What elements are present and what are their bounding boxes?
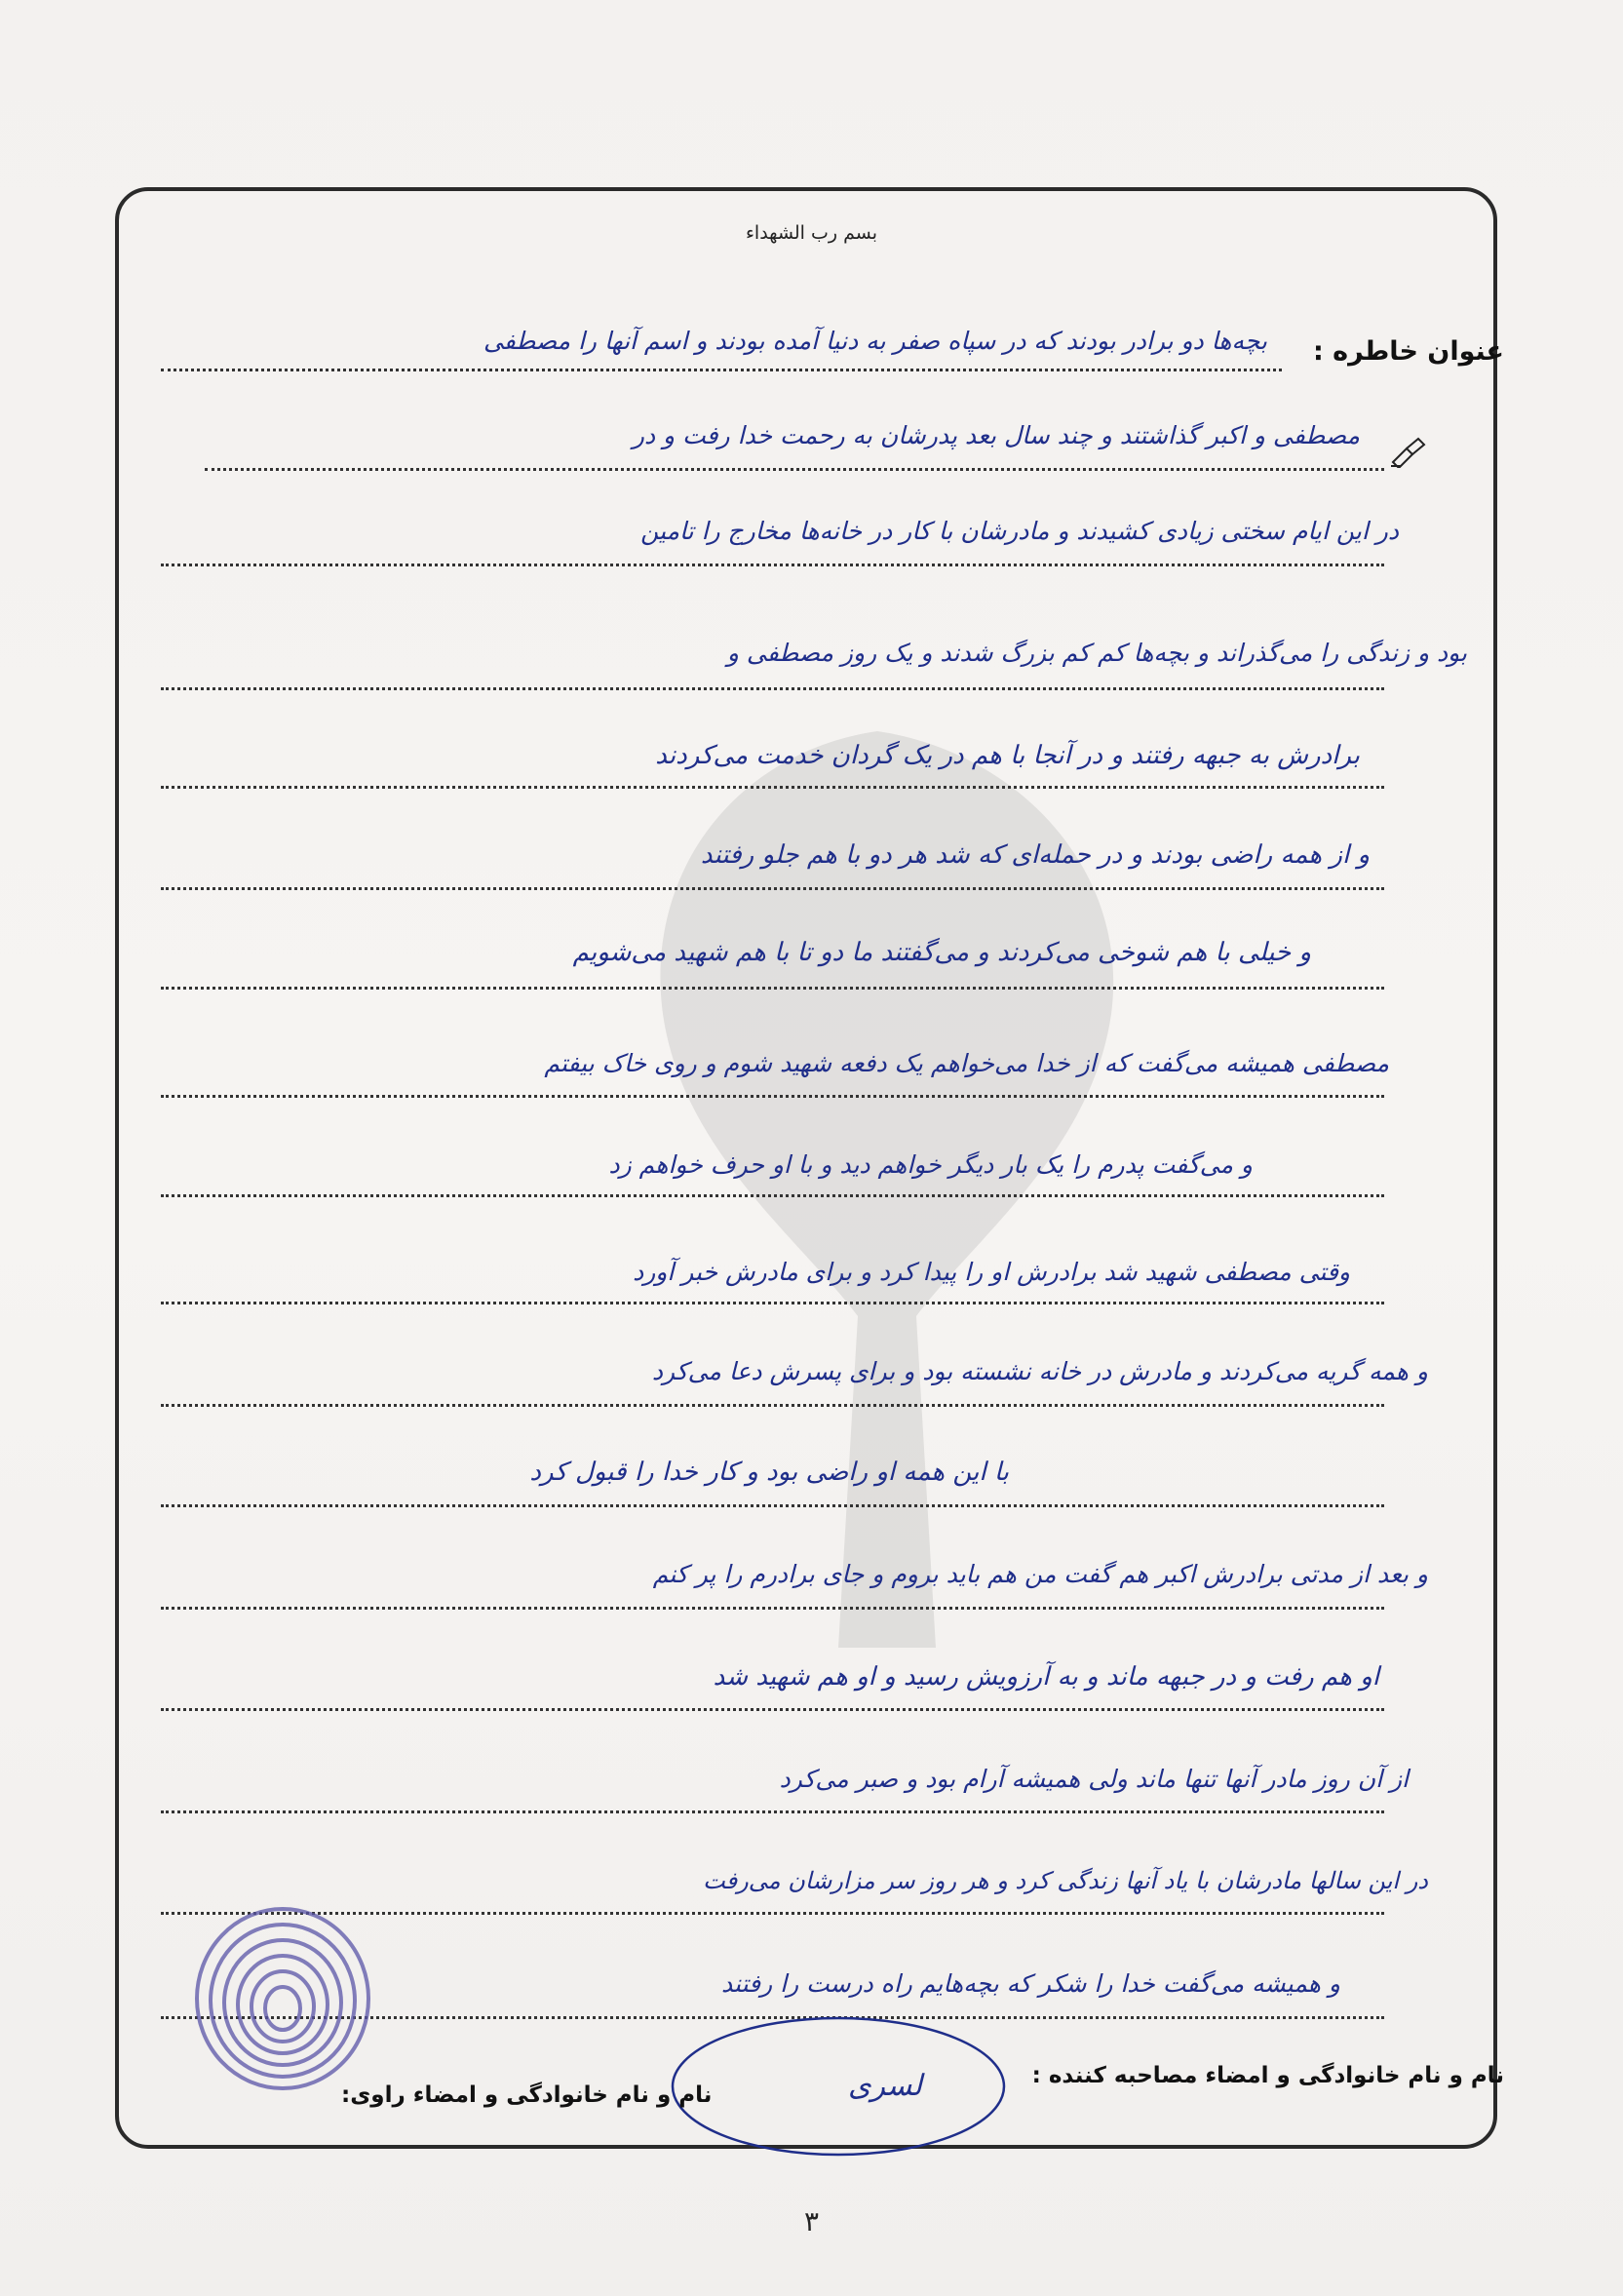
ruled-line (161, 1504, 1384, 1507)
interviewer-signature: لسری (848, 2069, 922, 2103)
handwritten-line: و بعد از مدتی برادرش اکبر هم گفت من هم باید بروم و جای برادرم را پر کنم (652, 1560, 1428, 1588)
ruled-line (161, 786, 1384, 789)
ruled-line (161, 1095, 1384, 1098)
ruled-line (161, 987, 1384, 990)
handwritten-line: وقتی مصطفی شهید شد برادرش او را پیدا کرد و برای مادرش خبر آورد (633, 1258, 1350, 1286)
handwritten-line: بچه‌ها دو برادر بودند که در سپاه صفر به دنیا آمده بودند و اسم آنها را مصطفی (483, 327, 1267, 355)
handwritten-line: و از همه راضی بودند و در حمله‌ای که شد هر دو با هم جلو رفتند (700, 840, 1370, 870)
handwritten-line: در این سالها مادرشان با یاد آنها زندگی کرد و هر روز سر مزارشان می‌رفت (703, 1867, 1428, 1894)
handwritten-line: و خیلی با هم شوخی می‌کردند و می‌گفتند ما دو تا با هم شهید می‌شویم (572, 938, 1311, 967)
handwritten-line: مصطفی و اکبر گذاشتند و چند سال بعد پدرشان به رحمت خدا رفت و در (632, 421, 1360, 449)
handwritten-line: در این ایام سختی زیادی کشیدند و مادرشان با کار در خانه‌ها مخارج را تامین (640, 517, 1399, 545)
ruled-line (161, 1302, 1384, 1304)
interviewer-label: نام و نام خانوادگی و امضاء مصاحبه کننده : (1031, 2063, 1504, 2088)
handwritten-line: با این همه او راضی بود و کار خدا را قبول کرد (529, 1458, 1009, 1487)
handwritten-line: بود و زندگی را می‌گذراند و بچه‌ها کم کم بزرگ شدند و یک روز مصطفی و (726, 639, 1467, 667)
narrator-label: نام و نام خانوادگی و امضاء راوی: (341, 2082, 713, 2108)
form-header: بسم رب الشهداء (746, 222, 877, 244)
handwritten-line: و همه گریه می‌کردند و مادرش در خانه نشسته بود و برای پسرش دعا می‌کرد (651, 1357, 1428, 1385)
ruled-line (161, 887, 1384, 890)
ruled-line (161, 564, 1384, 566)
memoir-title-label: عنوان خاطره : (1312, 336, 1504, 367)
ruled-line (161, 687, 1384, 690)
handwritten-line: مصطفی همیشه می‌گفت که از خدا می‌خواهم یک دفعه شهید شوم و روی خاک بیفتم (544, 1049, 1389, 1077)
fingerprint-icon (185, 1901, 380, 2096)
pen-icon (1389, 435, 1428, 468)
ruled-line (161, 1404, 1384, 1407)
ruled-line (161, 1708, 1384, 1711)
handwritten-line: و می‌گفت پدرم را یک بار دیگر خواهم دید و با او حرف خواهم زد (608, 1150, 1253, 1179)
ruled-line (161, 1810, 1384, 1813)
ruled-line (161, 369, 1282, 371)
handwritten-line: از آن روز مادر آنها تنها ماند ولی همیشه آرام بود و صبر می‌کرد (779, 1765, 1409, 1793)
ruled-line (161, 1194, 1384, 1197)
handwritten-line: او هم رفت و در جبهه ماند و به آرزویش رسید و او هم شهید شد (713, 1662, 1379, 1692)
ruled-line (161, 1607, 1384, 1610)
handwritten-line: برادرش به جبهه رفتند و در آنجا با هم در یک گردان خدمت می‌کردند (655, 741, 1360, 770)
signature-oval-icon (663, 2008, 1014, 2164)
handwritten-line: و همیشه می‌گفت خدا را شکر که بچه‌هایم راه درست را رفتند (720, 1969, 1340, 1998)
page-number: ۳ (803, 2205, 820, 2238)
ruled-line (205, 468, 1384, 471)
